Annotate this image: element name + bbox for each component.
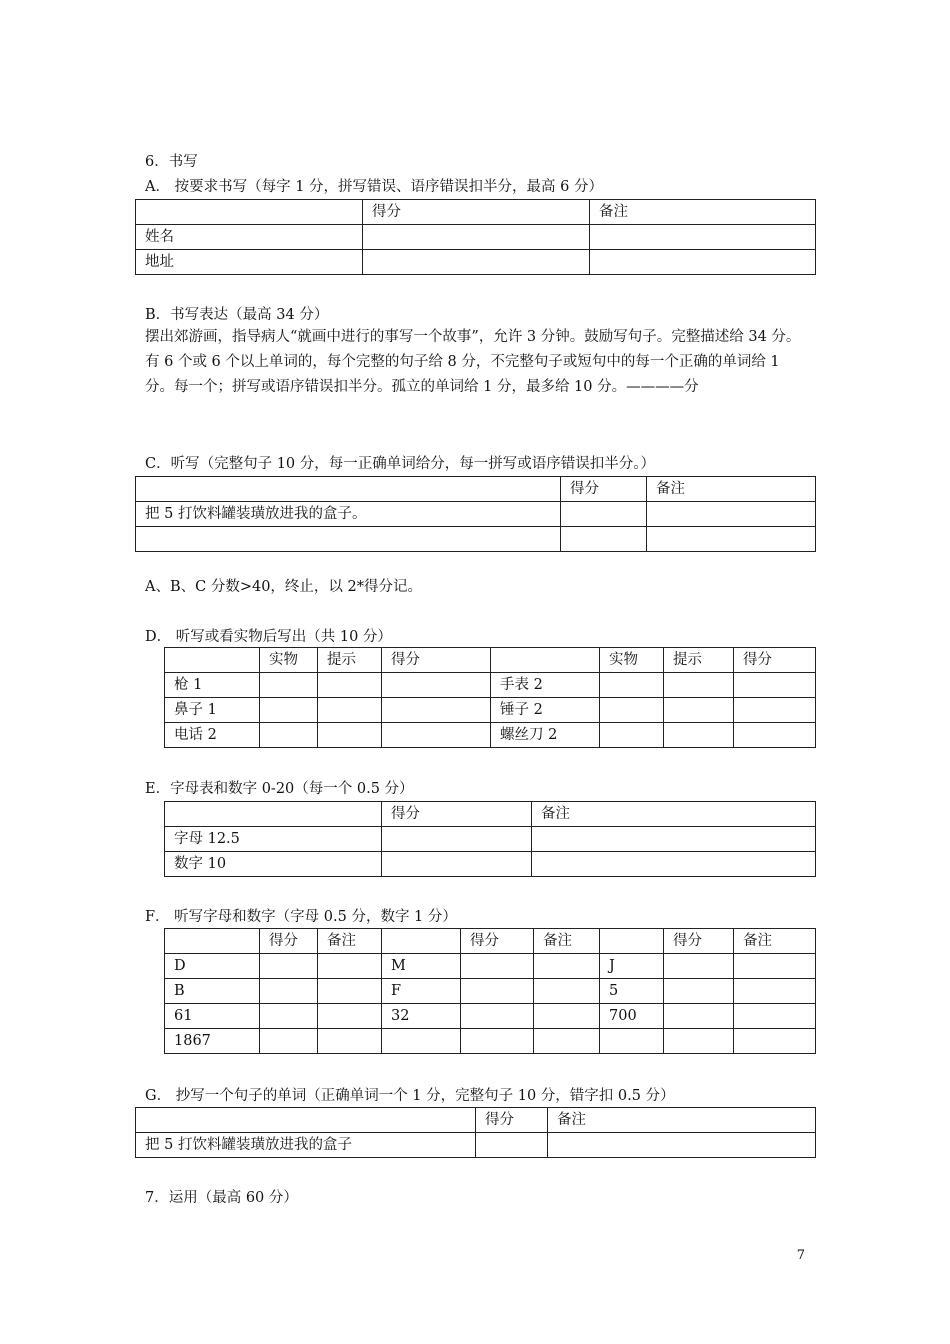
section-c-heading: C．听写（完整句子 10 分，每一正确单词给分，每一拼写或语序错误扣半分。） xyxy=(145,456,656,472)
table-header-row xyxy=(136,477,816,502)
table-cell xyxy=(461,1004,534,1029)
table-cell: 数字 10 xyxy=(165,852,382,877)
table-row xyxy=(165,827,816,852)
table-cell xyxy=(363,250,590,275)
table-row xyxy=(165,852,816,877)
header-cell: 备注 xyxy=(532,802,816,827)
table-row xyxy=(136,250,816,275)
table-cell: 锤子 2 xyxy=(491,698,600,723)
table-cell xyxy=(318,723,382,748)
table-cell xyxy=(136,527,561,552)
table-cell: D xyxy=(165,954,260,979)
table-cell xyxy=(382,852,532,877)
table-cell xyxy=(382,673,491,698)
table-cell xyxy=(534,1029,600,1054)
header-cell: 备注 xyxy=(318,929,382,954)
table-cell xyxy=(382,698,491,723)
table-cell xyxy=(590,225,816,250)
section-b-heading: B．书写表达（最高 34 分） xyxy=(145,307,329,323)
header-cell xyxy=(136,1108,476,1133)
table-cell xyxy=(318,1004,382,1029)
header-cell: 备注 xyxy=(647,477,816,502)
table-cell xyxy=(734,1029,816,1054)
header-cell xyxy=(491,648,600,673)
table-cell: 5 xyxy=(600,979,664,1004)
table-a xyxy=(135,199,816,275)
header-cell: 提示 xyxy=(318,648,382,673)
table-cell: 字母 12.5 xyxy=(165,827,382,852)
table-cell xyxy=(647,502,816,527)
table-cell: M xyxy=(382,954,461,979)
header-cell: 得分 xyxy=(734,648,816,673)
table-row xyxy=(165,698,816,723)
table-cell xyxy=(548,1133,816,1158)
table-cell xyxy=(382,1029,461,1054)
header-cell xyxy=(136,477,561,502)
header-cell: 实物 xyxy=(260,648,318,673)
table-cell xyxy=(534,1004,600,1029)
table-cell xyxy=(318,673,382,698)
table-cell xyxy=(664,1029,734,1054)
table-header-row xyxy=(136,200,816,225)
header-cell: 备注 xyxy=(548,1108,816,1133)
header-cell: 备注 xyxy=(734,929,816,954)
table-f xyxy=(164,928,816,1054)
table-row xyxy=(165,723,816,748)
header-cell: 得分 xyxy=(363,200,590,225)
section-d-heading: D． 听写或看实物后写出（共 10 分） xyxy=(145,629,392,645)
table-cell: 螺丝刀 2 xyxy=(491,723,600,748)
table-row xyxy=(136,502,816,527)
table-cell: 32 xyxy=(382,1004,461,1029)
table-cell xyxy=(600,723,664,748)
table-cell xyxy=(260,698,318,723)
header-cell: 得分 xyxy=(382,648,491,673)
table-cell xyxy=(260,954,318,979)
table-cell xyxy=(461,954,534,979)
table-cell xyxy=(600,698,664,723)
table-cell: 电话 2 xyxy=(165,723,260,748)
table-header-row xyxy=(165,802,816,827)
section-g-heading: G． 抄写一个句子的单词（正确单词一个 1 分，完整句子 10 分，错字扣 0.5 分） xyxy=(145,1088,675,1104)
table-row xyxy=(165,673,816,698)
header-cell xyxy=(165,648,260,673)
table-cell xyxy=(664,673,734,698)
table-cell xyxy=(734,1004,816,1029)
table-cell xyxy=(664,1004,734,1029)
page-number: 7 xyxy=(796,1248,805,1263)
table-cell: J xyxy=(600,954,664,979)
table-cell xyxy=(363,225,590,250)
table-cell xyxy=(476,1133,548,1158)
table-cell xyxy=(664,954,734,979)
header-cell: 得分 xyxy=(461,929,534,954)
section-7-title: 7．运用（最高 60 分） xyxy=(145,1190,298,1206)
table-cell xyxy=(600,673,664,698)
table-cell xyxy=(318,979,382,1004)
table-cell xyxy=(734,698,816,723)
table-cell xyxy=(532,827,816,852)
table-cell: 地址 xyxy=(136,250,363,275)
table-cell xyxy=(664,698,734,723)
table-cell: 鼻子 1 xyxy=(165,698,260,723)
table-row xyxy=(165,1004,816,1029)
table-d xyxy=(164,647,816,748)
section-6-title: 6．书写 xyxy=(145,154,198,170)
table-row xyxy=(165,1029,816,1054)
table-cell: 61 xyxy=(165,1004,260,1029)
table-cell xyxy=(318,1029,382,1054)
table-cell xyxy=(382,827,532,852)
table-cell xyxy=(260,723,318,748)
header-cell xyxy=(136,200,363,225)
header-cell xyxy=(165,929,260,954)
table-cell xyxy=(664,979,734,1004)
table-cell xyxy=(318,954,382,979)
table-cell xyxy=(532,852,816,877)
table-cell xyxy=(734,954,816,979)
header-cell: 得分 xyxy=(561,477,647,502)
table-row xyxy=(136,225,816,250)
section-f-heading: F． 听写字母和数字（字母 0.5 分，数字 1 分） xyxy=(145,909,457,925)
table-cell: B xyxy=(165,979,260,1004)
table-cell: 姓名 xyxy=(136,225,363,250)
table-cell xyxy=(734,979,816,1004)
header-cell: 得分 xyxy=(260,929,318,954)
header-cell: 提示 xyxy=(664,648,734,673)
table-cell: 1867 xyxy=(165,1029,260,1054)
table-cell xyxy=(590,250,816,275)
table-cell xyxy=(260,1029,318,1054)
table-row xyxy=(165,954,816,979)
table-cell xyxy=(561,527,647,552)
table-cell xyxy=(534,979,600,1004)
section-e-heading: E．字母表和数字 0-20（每一个 0.5 分） xyxy=(145,781,414,797)
table-c xyxy=(135,476,816,552)
table-cell xyxy=(734,673,816,698)
header-cell xyxy=(165,802,382,827)
abc-stop-note: A、B、C 分数>40，终止，以 2*得分记。 xyxy=(145,579,423,595)
table-header-row xyxy=(165,648,816,673)
table-cell xyxy=(461,979,534,1004)
table-cell xyxy=(260,673,318,698)
table-e xyxy=(164,801,816,877)
table-cell xyxy=(260,979,318,1004)
header-cell: 备注 xyxy=(534,929,600,954)
table-g xyxy=(135,1107,816,1158)
table-cell xyxy=(382,723,491,748)
table-cell: F xyxy=(382,979,461,1004)
table-row xyxy=(136,527,816,552)
header-cell xyxy=(382,929,461,954)
table-cell xyxy=(260,1004,318,1029)
table-header-row xyxy=(136,1108,816,1133)
section-a-heading: A． 按要求书写（每字 1 分，拼写错误、语序错误扣半分，最高 6 分） xyxy=(145,179,603,195)
table-cell xyxy=(734,723,816,748)
table-row xyxy=(165,979,816,1004)
table-cell: 把 5 打饮料罐装璜放进我的盒子。 xyxy=(136,502,561,527)
table-header-row xyxy=(165,929,816,954)
section-b-text: 摆出郊游画，指导病人“就画中进行的事写一个故事”，允许 3 分钟。鼓励写句子。完整描述给 34 分。有 6 个或 6 个以上单词的，每个完整的句子给 8 分，不完整句子或短句中的每一个正确的单词给 1 分。每一个；拼写或语序错误扣半分。孤立的单词给 1 分，最多给 10 分。————分 xyxy=(145,329,801,395)
table-cell xyxy=(561,502,647,527)
table-cell xyxy=(534,954,600,979)
table-cell: 手表 2 xyxy=(491,673,600,698)
table-cell xyxy=(318,698,382,723)
header-cell: 得分 xyxy=(664,929,734,954)
table-cell xyxy=(664,723,734,748)
table-cell: 把 5 打饮料罐装璜放进我的盒子 xyxy=(136,1133,476,1158)
table-cell xyxy=(647,527,816,552)
header-cell: 实物 xyxy=(600,648,664,673)
table-cell: 枪 1 xyxy=(165,673,260,698)
header-cell: 得分 xyxy=(382,802,532,827)
header-cell xyxy=(600,929,664,954)
table-cell xyxy=(461,1029,534,1054)
header-cell: 得分 xyxy=(476,1108,548,1133)
table-cell xyxy=(600,1029,664,1054)
table-row xyxy=(136,1133,816,1158)
header-cell: 备注 xyxy=(590,200,816,225)
table-cell: 700 xyxy=(600,1004,664,1029)
